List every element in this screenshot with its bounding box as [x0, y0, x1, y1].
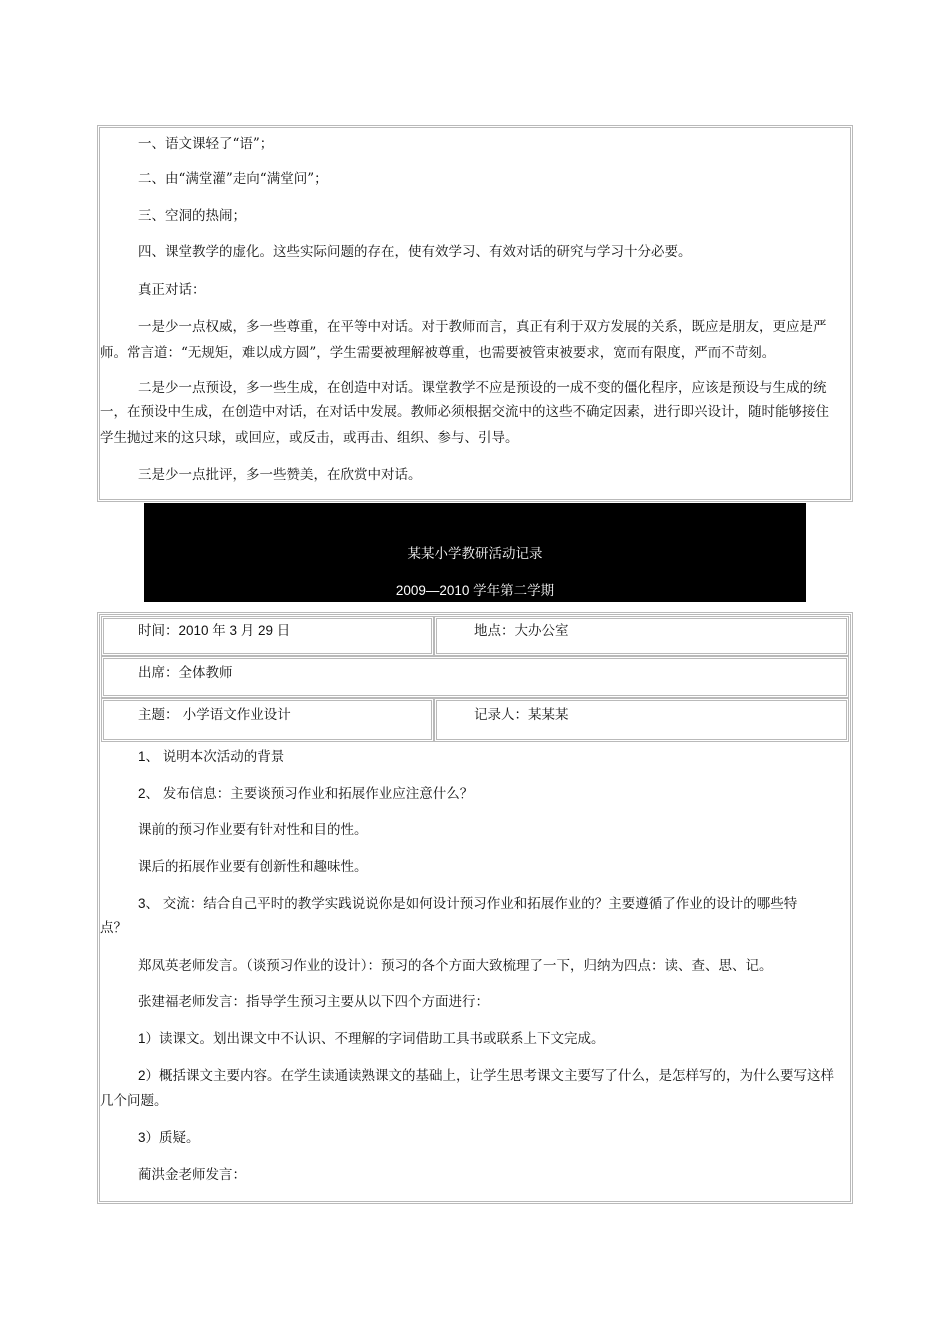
agenda-item-2: 2、 发布信息：主要谈预习作业和拓展作业应注意什么？ — [138, 786, 474, 801]
dialogue-point-2-line-2: 一，在预设中生成，在创造中对话，在对话中发展。教师必须根据交流中的这些不确定因素，进行即兴设计，随时能够接住 — [100, 404, 829, 420]
zhang-point-1: 1）读课文。划出课文中不认识、不理解的字词借助工具书或联系上下文完成。 — [138, 1031, 605, 1046]
banner-subtitle: 2009—2010 学年第二学期 — [395, 583, 555, 598]
dialogue-point-2-line-1: 二是少一点预设，多一些生成，在创造中对话。课堂教学不应是预设的一成不变的僵化程序，应该是预设与生成的统 — [138, 380, 827, 396]
meeting-recorder: 记录人：某某某 — [474, 707, 569, 723]
dialogue-point-2-line-3: 学生抛过来的这只球，或回应，或反击，或再击、组织、参与、引导。 — [100, 430, 519, 446]
extension-note: 课后的拓展作业要有创新性和趣味性。 — [138, 859, 368, 875]
meeting-place: 地点：大办公室 — [474, 623, 569, 639]
zhang-point-2-line-1: 2）概括课文主要内容。在学生读通读熟课文的基础上，让学生思考课文主要写了什么，是怎样写的，为什么要写这样 — [138, 1068, 835, 1083]
dialogue-point-1-line-2: 师。常言道：“无规矩，难以成方圆”，学生需要被理解被尊重，也需要被管束被要求，宽而有限度，严而不苛刻。 — [100, 345, 776, 361]
dialogue-point-1-line-1: 一是少一点权威，多一些尊重，在平等中对话。对于教师而言，真正有利于双方发展的关系，既应是朋友，更应是严 — [138, 319, 827, 335]
meeting-attendees: 出席：全体教师 — [138, 665, 233, 681]
problem-item-2: 二、由“满堂灌”走向“满堂问”； — [138, 171, 328, 187]
zhang-point-2-line-2: 几个问题。 — [100, 1093, 168, 1109]
dialogue-point-3: 三是少一点批评，多一些赞美，在欣赏中对话。 — [138, 467, 422, 483]
problem-item-4: 四、课堂教学的虚化。这些实际问题的存在，使有效学习、有效对话的研究与学习十分必要。 — [138, 244, 692, 260]
agenda-item-1: 1、 说明本次活动的背景 — [138, 749, 285, 764]
speaker-lin: 蔺洪金老师发言： — [138, 1167, 246, 1183]
meeting-topic: 主题： 小学语文作业设计 — [138, 707, 291, 723]
speaker-zheng: 郑凤英老师发言。（谈预习作业的设计）：预习的各个方面大致梳理了一下，归纳为四点：读、查、思、记。 — [138, 958, 773, 974]
banner-title: 某某小学教研活动记录 — [407, 546, 543, 562]
speaker-zhang: 张建福老师发言：指导学生预习主要从以下四个方面进行： — [138, 994, 489, 1010]
preview-note: 课前的预习作业要有针对性和目的性。 — [138, 822, 368, 838]
record-banner — [144, 503, 806, 602]
meeting-time: 时间：2010 年 3 月 29 日 — [138, 623, 291, 638]
agenda-item-3-line-1: 3、 交流：结合自己平时的教学实践说说你是如何设计预习作业和拓展作业的？主要遵循了作业的设计的哪些特 — [138, 896, 798, 911]
dialogue-heading: 真正对话： — [138, 282, 206, 298]
zhang-point-3: 3）质疑。 — [138, 1130, 200, 1145]
agenda-item-3-line-2: 点？ — [100, 920, 127, 936]
problem-item-3: 三、空洞的热闹； — [138, 208, 246, 224]
problem-item-1: 一、语文课轻了“语”； — [138, 136, 274, 152]
